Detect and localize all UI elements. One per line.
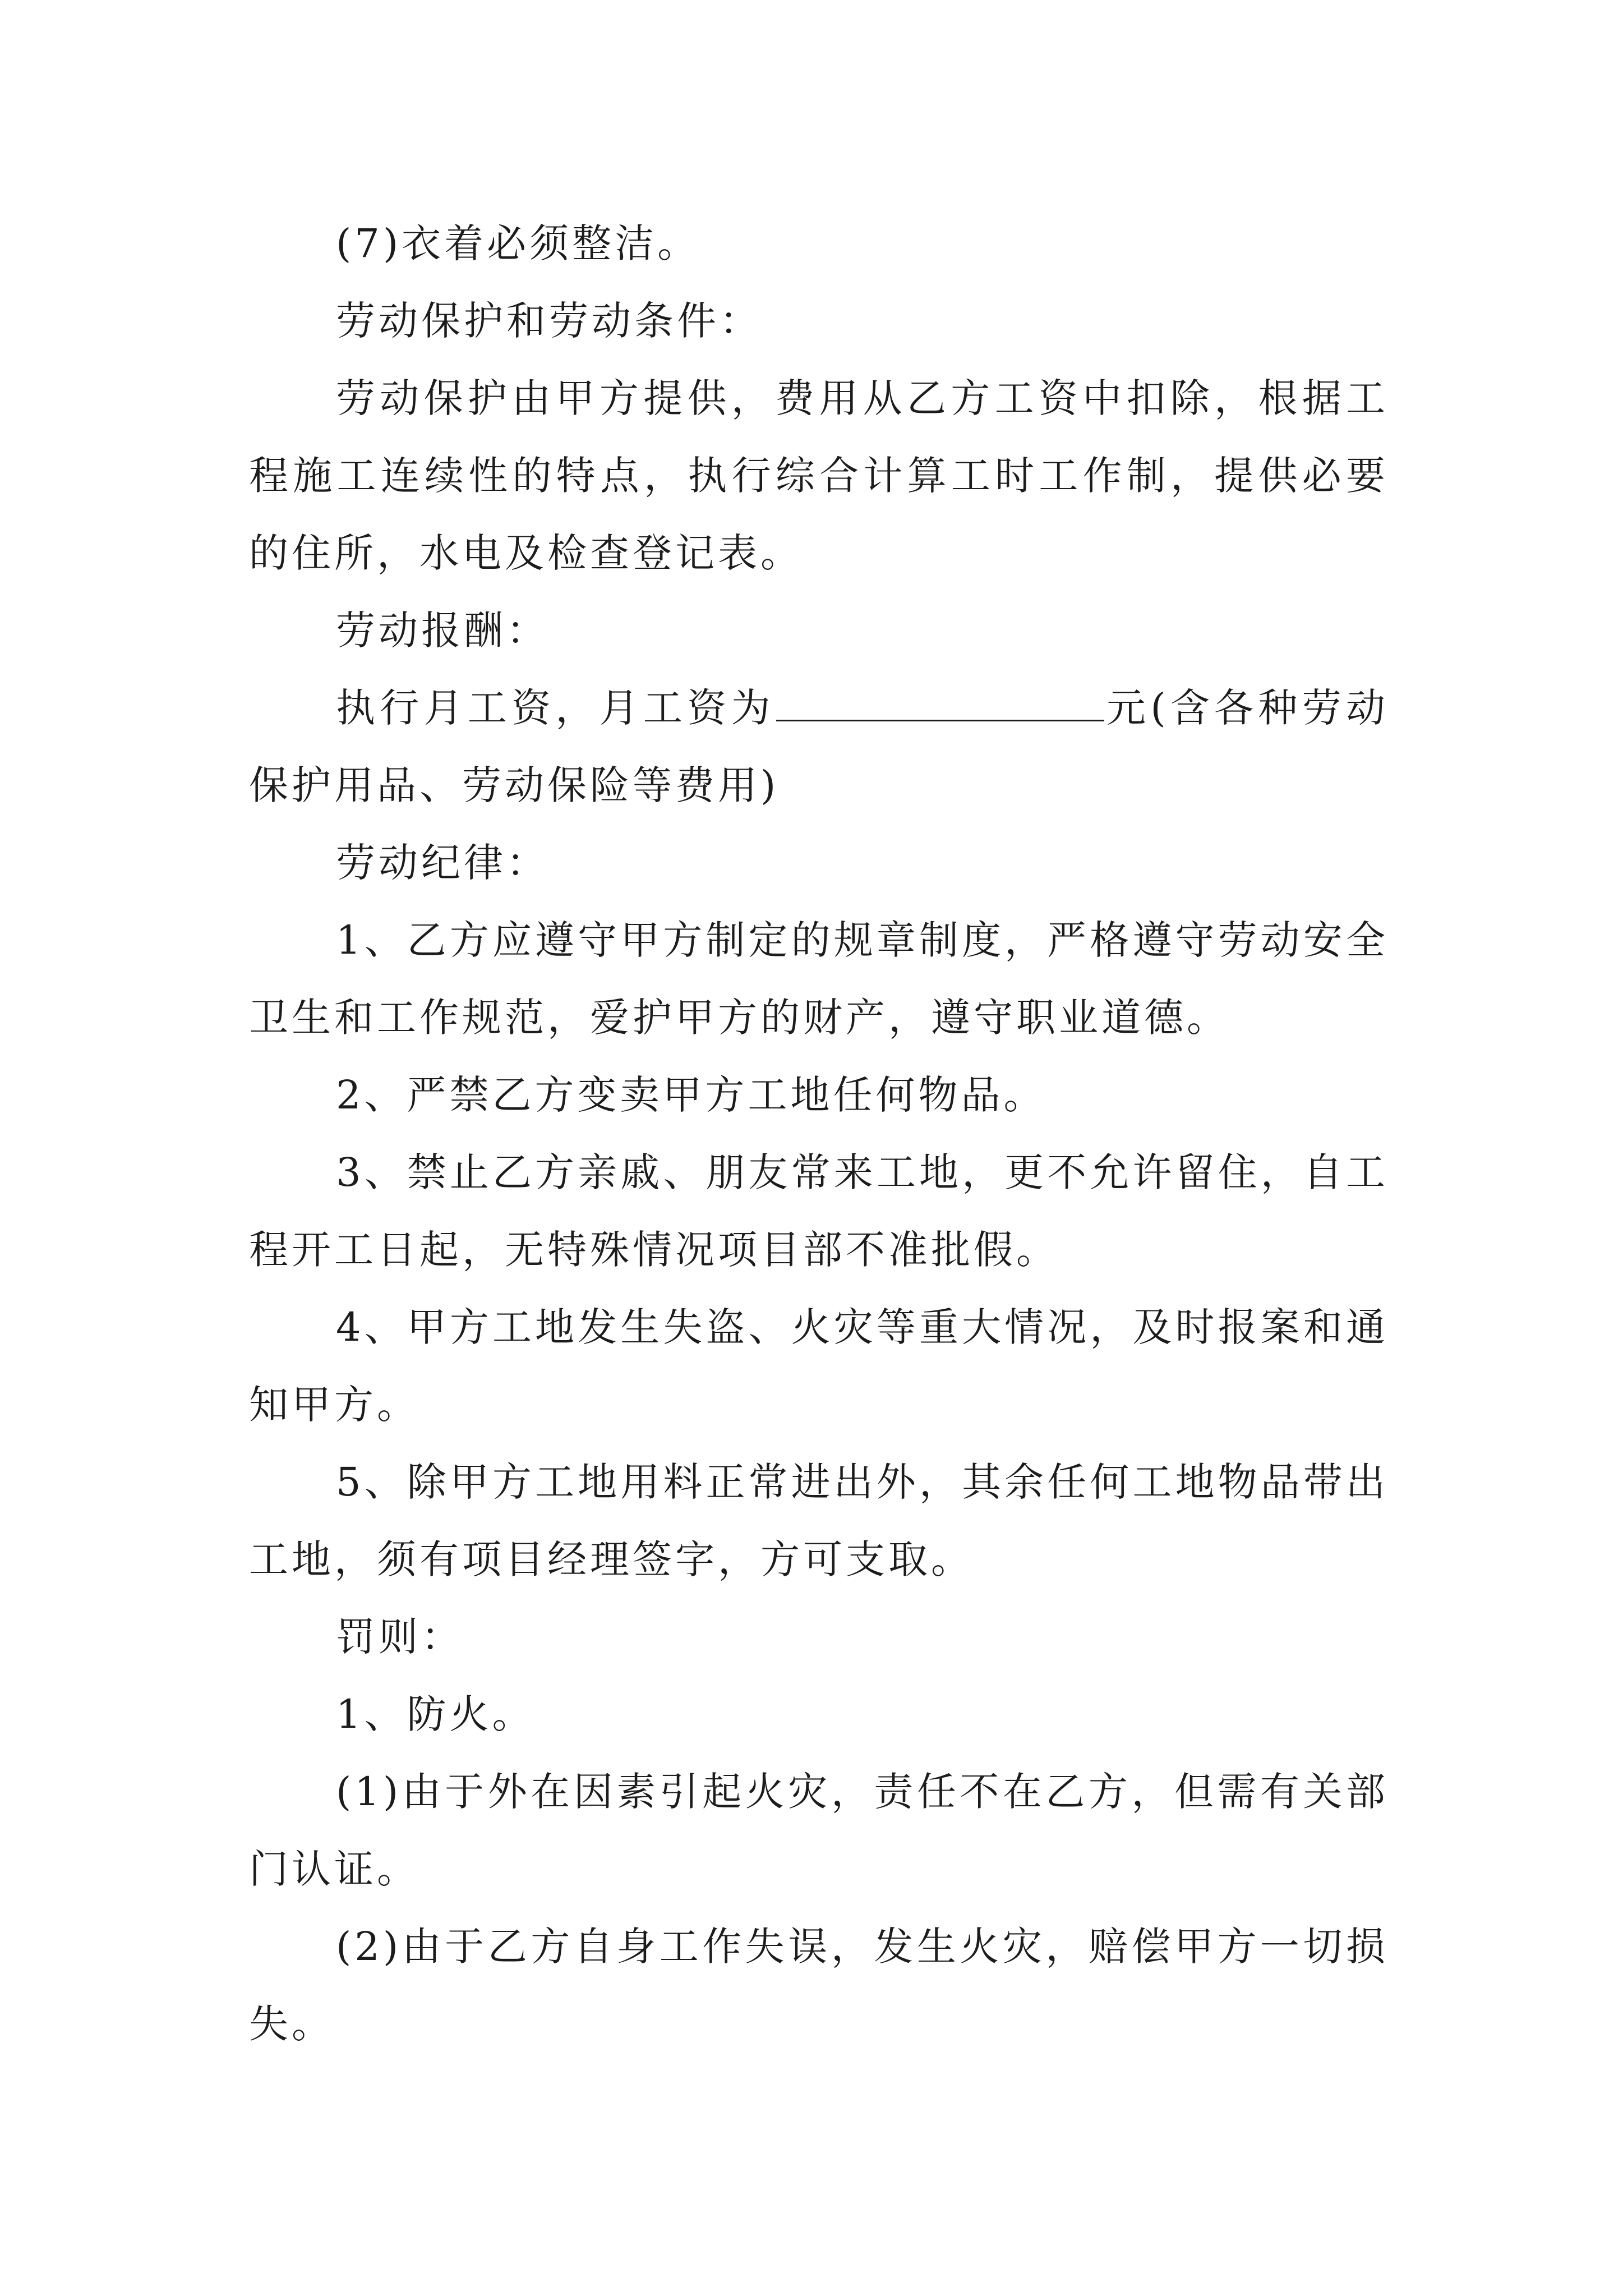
penalty-fire-sub-2: (2)由于乙方自身工作失误，发生火灾，赔偿甲方一切损失。 bbox=[249, 1924, 1389, 2047]
discipline-item-1: 1、乙方应遵守甲方制定的规章制度，严格遵守劳动安全卫生和工作规范，爱护甲方的财产，遵守职业道德。 bbox=[249, 917, 1389, 1041]
penalty-item-fire: 1、防火。 bbox=[336, 1691, 535, 1737]
paragraph-labor-protection: 劳动保护由甲方提供，费用从乙方工资中扣除，根据工程施工连续性的特点，执行综合计算工时工作制，提供必要的住所，水电及检查登记表。 bbox=[249, 375, 1389, 576]
document-body bbox=[249, 205, 1389, 2063]
salary-blank-line bbox=[776, 717, 1104, 721]
heading-labor-discipline: 劳动纪律： bbox=[336, 840, 549, 886]
discipline-item-2: 2、严禁乙方变卖甲方工地任何物品。 bbox=[336, 1072, 1046, 1118]
penalty-fire-sub-1: (1)由于外在因素引起火灾，责任不在乙方，但需有关部门认证。 bbox=[249, 1769, 1389, 1892]
heading-labor-remuneration: 劳动报酬： bbox=[336, 608, 549, 654]
paragraph-salary bbox=[249, 669, 1389, 824]
heading-penalties: 罚则： bbox=[336, 1614, 464, 1660]
discipline-item-5: 5、除甲方工地用料正常进出外，其余任何工地物品带出工地，须有项目经理签字，方可支取。 bbox=[249, 1459, 1389, 1582]
heading-labor-protection: 劳动保护和劳动条件： bbox=[336, 298, 762, 344]
discipline-item-4: 4、甲方工地发生失盗、火灾等重大情况，及时报案和通知甲方。 bbox=[249, 1304, 1389, 1428]
salary-text-before: 执行月工资，月工资为 bbox=[336, 685, 775, 731]
salary-text-after: 元(含各种劳动保护用品、劳动保险等费用) bbox=[249, 685, 1389, 808]
discipline-item-3: 3、禁止乙方亲戚、朋友常来工地，更不允许留住，自工程开工日起，无特殊情况项目部不准批假。 bbox=[249, 1149, 1389, 1273]
paragraph-clothing-rule: (7)衣着必须整洁。 bbox=[336, 220, 700, 266]
